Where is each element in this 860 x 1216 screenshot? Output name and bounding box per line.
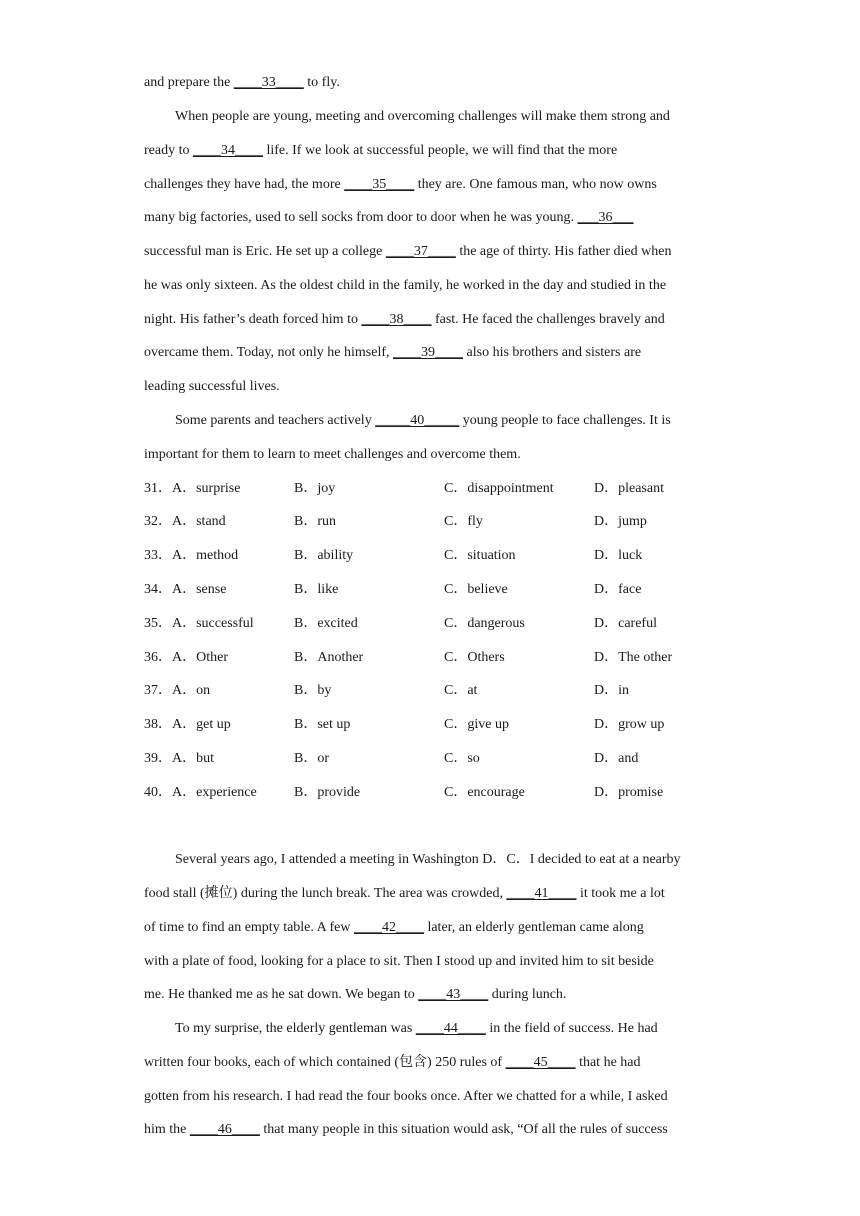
text-line: written four books, each of which contained (包含) 250 rules of ____45____ that he had bbox=[144, 1055, 641, 1070]
question-row bbox=[144, 479, 744, 499]
option-a: 38．A．get up bbox=[144, 717, 231, 732]
text-line: Several years ago, I attended a meeting in Washington D．C．I decided to eat at a nearby bbox=[175, 852, 681, 867]
question-row bbox=[144, 512, 744, 532]
option-a: 31．A．surprise bbox=[144, 481, 241, 496]
question-row bbox=[144, 749, 744, 769]
option-d: D．face bbox=[594, 582, 642, 597]
text-line: When people are young, meeting and overcoming challenges will make them strong and bbox=[175, 109, 670, 124]
option-c: C．Others bbox=[444, 650, 505, 665]
answer-blank: ____41____ bbox=[506, 886, 577, 901]
option-d: D．and bbox=[594, 751, 639, 766]
option-c: C．so bbox=[444, 751, 480, 766]
question-row bbox=[144, 648, 744, 668]
option-c: C．dangerous bbox=[444, 616, 525, 631]
answer-blank: ____38____ bbox=[361, 312, 432, 327]
option-a: 37．A．on bbox=[144, 683, 211, 698]
answer-blank: ____42____ bbox=[353, 920, 424, 935]
text-line: leading successful lives. bbox=[144, 379, 280, 394]
option-a: 39．A．but bbox=[144, 751, 214, 766]
option-c: C．give up bbox=[444, 717, 509, 732]
answer-blank: ____46____ bbox=[189, 1122, 260, 1137]
option-a: 32．A．stand bbox=[144, 514, 226, 529]
option-d: D．pleasant bbox=[594, 481, 664, 496]
text-line: Some parents and teachers actively _____40_____ young people to face challenges. It is bbox=[175, 413, 671, 428]
answer-blank: ____44____ bbox=[415, 1021, 486, 1036]
answer-blank: ____37____ bbox=[385, 244, 456, 259]
text-line: me. He thanked me as he sat down. We began to ____43____ during lunch. bbox=[144, 987, 567, 1002]
question-row bbox=[144, 614, 744, 634]
text-line: many big factories, used to sell socks from door to door when he was young. ___36___ bbox=[144, 210, 634, 225]
answer-blank: ____45____ bbox=[505, 1055, 576, 1070]
answer-blank: ____39____ bbox=[393, 345, 464, 360]
option-c: C．situation bbox=[444, 548, 516, 563]
option-b: B．run bbox=[294, 514, 336, 529]
option-c: C．fly bbox=[444, 514, 483, 529]
option-b: B．joy bbox=[294, 481, 336, 496]
option-d: D．jump bbox=[594, 514, 647, 529]
option-b: B．like bbox=[294, 582, 339, 597]
option-b: B．excited bbox=[294, 616, 358, 631]
text-line: To my surprise, the elderly gentleman was ____44____ in the field of success. He had bbox=[175, 1021, 658, 1036]
answer-blank: ___36___ bbox=[577, 210, 634, 225]
question-row bbox=[144, 580, 744, 600]
option-a: 33．A．method bbox=[144, 548, 239, 563]
option-b: B．by bbox=[294, 683, 332, 698]
text-line: of time to find an empty table. A few ____42____ later, an elderly gentleman came along bbox=[144, 920, 644, 935]
answer-blank: ____43____ bbox=[418, 987, 489, 1002]
option-a: 34．A．sense bbox=[144, 582, 227, 597]
text-line: overcame them. Today, not only he himself, ____39____ also his brothers and sisters are bbox=[144, 345, 642, 360]
text-line: challenges they have had, the more ____35____ they are. One famous man, who now owns bbox=[144, 177, 657, 192]
text-line: he was only sixteen. As the oldest child in the family, he worked in the day and studied in the bbox=[144, 278, 667, 293]
option-b: B．or bbox=[294, 751, 329, 766]
option-c: C．at bbox=[444, 683, 478, 698]
option-c: C．believe bbox=[444, 582, 508, 597]
answer-blank: _____40_____ bbox=[375, 413, 460, 428]
text-line: gotten from his research. I had read the four books once. After we chatted for a while, I asked bbox=[144, 1089, 668, 1104]
question-row bbox=[144, 715, 744, 735]
text-line: important for them to learn to meet challenges and overcome them. bbox=[144, 447, 521, 462]
option-c: C．encourage bbox=[444, 785, 525, 800]
text-line: ready to ____34____ life. If we look at successful people, we will find that the more bbox=[144, 143, 618, 158]
option-d: D．careful bbox=[594, 616, 657, 631]
option-d: D．luck bbox=[594, 548, 643, 563]
option-b: B．provide bbox=[294, 785, 361, 800]
option-d: D．grow up bbox=[594, 717, 665, 732]
option-b: B．ability bbox=[294, 548, 354, 563]
option-a: 40．A．experience bbox=[144, 785, 257, 800]
text-line: with a plate of food, looking for a place to sit. Then I stood up and invited him to sit beside bbox=[144, 954, 654, 969]
text-line: night. His father’s death forced him to ____38____ fast. He faced the challenges bravely and bbox=[144, 312, 665, 327]
option-d: D．The other bbox=[594, 650, 673, 665]
text-line: successful man is Eric. He set up a college ____37____ the age of thirty. His father died when bbox=[144, 244, 672, 259]
question-row bbox=[144, 546, 744, 566]
answer-blank: ____35____ bbox=[344, 177, 415, 192]
option-d: D．promise bbox=[594, 785, 664, 800]
text-line: and prepare the ____33____ to fly. bbox=[144, 75, 340, 90]
option-b: B．Another bbox=[294, 650, 364, 665]
answer-blank: ____33____ bbox=[233, 75, 304, 90]
option-c: C．disappointment bbox=[444, 481, 554, 496]
option-d: D．in bbox=[594, 683, 629, 698]
question-row bbox=[144, 783, 744, 803]
question-row bbox=[144, 681, 744, 701]
text-line: food stall (摊位) during the lunch break. The area was crowded, ____41____ it took me a lot bbox=[144, 886, 665, 901]
option-b: B．set up bbox=[294, 717, 351, 732]
answer-blank: ____34____ bbox=[192, 143, 263, 158]
option-a: 35．A．successful bbox=[144, 616, 254, 631]
option-a: 36．A．Other bbox=[144, 650, 228, 665]
text-line: him the ____46____ that many people in this situation would ask, “Of all the rules of success bbox=[144, 1122, 668, 1137]
